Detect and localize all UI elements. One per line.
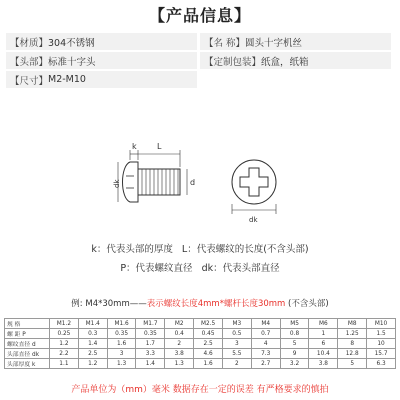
spec-cell: M3 — [222, 319, 251, 329]
section-title: 【产品信息】 — [148, 6, 251, 25]
spec-cell: 8 — [338, 339, 367, 349]
spec-row-label: 规 格 — [5, 319, 50, 329]
info-value: M2-M10 — [48, 74, 86, 85]
dim-label-L: L — [157, 142, 162, 151]
spec-table-row — [5, 329, 396, 339]
info-cell-packaging — [200, 52, 391, 69]
spec-cell: 2 — [222, 359, 251, 369]
dim-label-d: d — [190, 178, 196, 187]
spec-table-row — [5, 359, 396, 369]
spec-cell: 2.5 — [78, 349, 107, 359]
spec-cell: M4 — [251, 319, 280, 329]
spec-cell: M1.4 — [78, 319, 107, 329]
spec-cell: 1.4 — [136, 359, 165, 369]
spec-cell: 0.25 — [50, 329, 79, 339]
legend-P: P：代表螺纹直径 — [120, 263, 193, 274]
info-cell-name — [200, 33, 391, 50]
legend-L: L：代表螺纹的长度(不含头部) — [181, 244, 309, 255]
info-cell-empty — [200, 71, 391, 88]
spec-table-row — [5, 349, 396, 359]
info-label: 【尺寸】 — [10, 75, 49, 87]
spec-cell: 1.1 — [50, 359, 79, 369]
spec-cell: 6.3 — [367, 359, 396, 369]
spec-table-row — [5, 319, 396, 329]
info-cell-material — [6, 33, 197, 50]
spec-cell: 1.2 — [78, 359, 107, 369]
info-value: 304不锈钢 — [48, 37, 95, 49]
spec-cell: 0.3 — [78, 329, 107, 339]
spec-cell: 2.5 — [194, 339, 223, 349]
info-row — [6, 52, 394, 71]
spec-row-label: 头部厚度 k — [5, 359, 50, 369]
spec-cell: 1.3 — [165, 359, 194, 369]
spec-cell: 5 — [280, 339, 309, 349]
spec-cell: 1 — [309, 329, 338, 339]
spec-cell: M1.6 — [107, 319, 136, 329]
spec-cell: 4.6 — [194, 349, 223, 359]
dim-label-dk: dk — [113, 179, 121, 188]
spec-cell: 3 — [107, 349, 136, 359]
info-value: 标准十字头 — [48, 56, 96, 68]
spec-cell: 0.35 — [136, 329, 165, 339]
info-value: 纸盒，纸箱 — [261, 56, 309, 68]
spec-cell: 0.45 — [194, 329, 223, 339]
spec-cell: 0.8 — [280, 329, 309, 339]
spec-cell: 0.4 — [165, 329, 194, 339]
product-info-grid — [6, 33, 394, 90]
example-note — [0, 297, 400, 309]
spec-table-body — [5, 319, 396, 369]
screw-side-view — [118, 150, 187, 202]
spec-cell: 3.3 — [136, 349, 165, 359]
spec-cell: 6 — [309, 339, 338, 349]
spec-cell: 3.8 — [309, 359, 338, 369]
legend-dk: dk：代表头部直径 — [201, 263, 280, 274]
info-row — [6, 71, 394, 90]
spec-cell: 1.4 — [78, 339, 107, 349]
info-label: 【材质】 — [10, 37, 49, 49]
spec-table-row — [5, 339, 396, 349]
spec-cell: M10 — [367, 319, 396, 329]
spec-cell: 7.3 — [251, 349, 280, 359]
spec-cell: M5 — [280, 319, 309, 329]
spec-cell: 2 — [165, 339, 194, 349]
example-suffix: (不含头部) — [285, 299, 329, 309]
spec-cell: 10 — [367, 339, 396, 349]
spec-cell: 3.8 — [165, 349, 194, 359]
spec-cell: 0.7 — [251, 329, 280, 339]
spec-cell: 3 — [222, 339, 251, 349]
spec-row-label: 头部直径 dk — [5, 349, 50, 359]
info-row — [6, 33, 394, 52]
spec-cell: 1.7 — [136, 339, 165, 349]
legend-line-1 — [0, 241, 400, 255]
spec-cell: M2.5 — [194, 319, 223, 329]
footer-note: 产品单位为（mm）毫米 数据存在一定的误差 有严格要求的慎拍 — [71, 385, 329, 395]
dim-label-dk-head: dk — [249, 216, 258, 224]
info-value: 圆头十字机丝 — [245, 37, 303, 49]
spec-cell: 1.6 — [194, 359, 223, 369]
info-cell-head — [6, 52, 197, 69]
info-label: 【定制包装】 — [204, 56, 262, 68]
spec-cell: 3.2 — [280, 359, 309, 369]
spec-cell: 10.4 — [309, 349, 338, 359]
spec-cell: M8 — [338, 319, 367, 329]
spec-cell: 5 — [338, 359, 367, 369]
screw-technical-drawing — [112, 140, 292, 225]
spec-cell: 9 — [280, 349, 309, 359]
example-prefix: 例: M4*30mm—— — [71, 299, 147, 309]
spec-cell: 0.35 — [107, 329, 136, 339]
spec-cell: 1.6 — [107, 339, 136, 349]
spec-cell: 4 — [251, 339, 280, 349]
spec-cell: 5.5 — [222, 349, 251, 359]
dim-label-k: k — [132, 142, 137, 151]
spec-row-label: 螺 距 P — [5, 329, 50, 339]
spec-cell: 1.25 — [338, 329, 367, 339]
spec-cell: M6 — [309, 319, 338, 329]
screw-head-top-view — [232, 160, 276, 214]
spec-cell: 1.2 — [50, 339, 79, 349]
legend-line-2 — [0, 260, 400, 274]
spec-cell: M2 — [165, 319, 194, 329]
spec-row-label: 螺纹直径 d — [5, 339, 50, 349]
spec-cell: 0.5 — [222, 329, 251, 339]
spec-table — [4, 318, 396, 369]
info-label: 【名 称】 — [204, 37, 246, 49]
spec-cell: M1.2 — [50, 319, 79, 329]
spec-cell: 15.7 — [367, 349, 396, 359]
spec-cell: 12.8 — [338, 349, 367, 359]
legend-k: k：代表头部的厚度 — [91, 244, 173, 255]
spec-cell: 1.3 — [107, 359, 136, 369]
spec-cell: 2.7 — [251, 359, 280, 369]
spec-cell: 1.5 — [367, 329, 396, 339]
spec-cell: M1.7 — [136, 319, 165, 329]
info-label: 【头部】 — [10, 56, 49, 68]
spec-cell: 2.2 — [50, 349, 79, 359]
info-cell-size — [6, 71, 197, 88]
example-highlight: 表示螺纹长度4mm*螺杆长度30mm — [146, 299, 286, 309]
